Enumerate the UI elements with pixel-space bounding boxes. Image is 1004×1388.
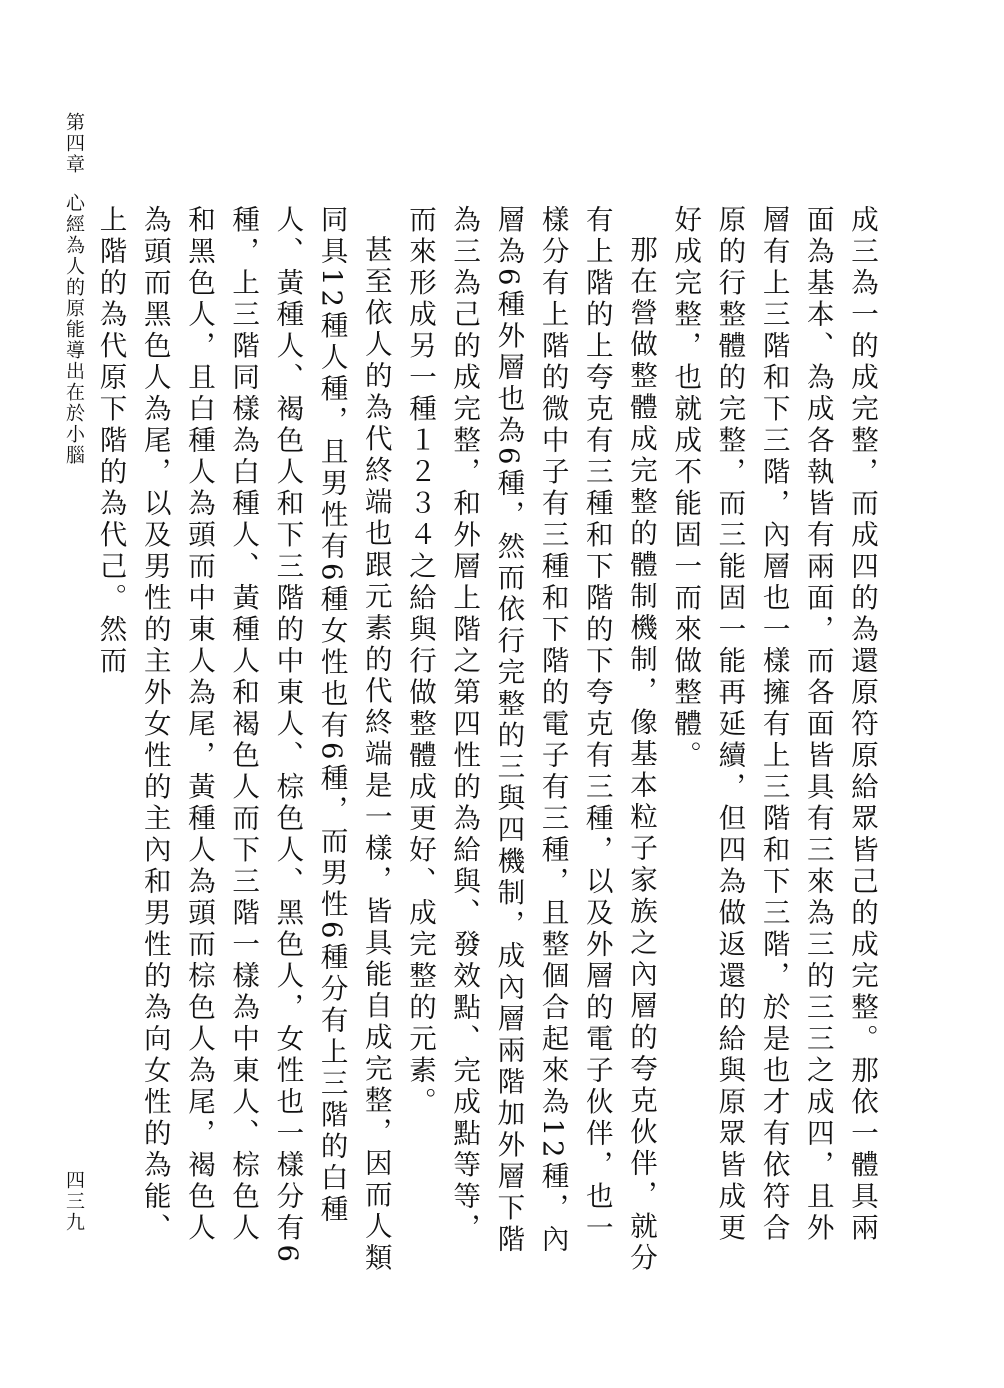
- paragraph-3: 甚至依人的為代終端也跟元素的代終端是一樣，皆具能自成完整，因而人類同具12種人種，且男性有6種女性也有6種，而男性6種分有上三階的白種人、黃種人、褐色人和下三階的中東人、棕色人、黑色人，女性也一樣分有6種，上三階同樣為白種人、黃種人和褐色人而下三階一樣為中東人、棕色人和黑色人，且白種人為頭而中東人為尾，黃種人為頭而棕色人為尾，褐色人為頭而黑色人為尾，以及男性的主外女性的主內和男性的為向女性的為能、上階的為代原下階的為代己。然而: [94, 205, 392, 1275]
- paragraph-2: 那在營做整體成完整的體制機制，像基本粒子家族之內層的夸克伙伴，就分有上階的上夸克有三種和下階的下夸克有三種，以及外層的電子伙伴，也一樣分有上階的微中子有三種和下階的電子有三種，且整個合起來為12種，內層為6種外層也為6種，然而依行完整的三與四機制，成內層兩階加外層下階為三為己的成完整，和外層上階之第四性的為給與、發效點、完成點等等，而來形成另一種１２３４之給與行做整體成更好、成完整的元素。: [403, 205, 657, 1275]
- page-number: 四三九: [63, 1170, 85, 1233]
- body-text: [94, 205, 884, 1275]
- paragraph-1: 成三為一的成完整，而成四的為還原符原給眾皆己的成完整。那依一體具兩面為基本、為成各執皆有兩面，而各面皆具有三來為三的三三之成四，且外層有上三階和下三階，內層也一樣擁有上三階和下三階，於是也才有依符合原的行整體的完整，而三能固一能再延續，但四為做返還的給與原眾皆成更好成完整，也就成不能固一而來做整體。: [669, 205, 878, 1245]
- running-head: [58, 112, 90, 466]
- chapter-label: 第四章: [63, 112, 85, 175]
- chapter-title: 心經為人的原能導出在於小腦: [63, 193, 85, 466]
